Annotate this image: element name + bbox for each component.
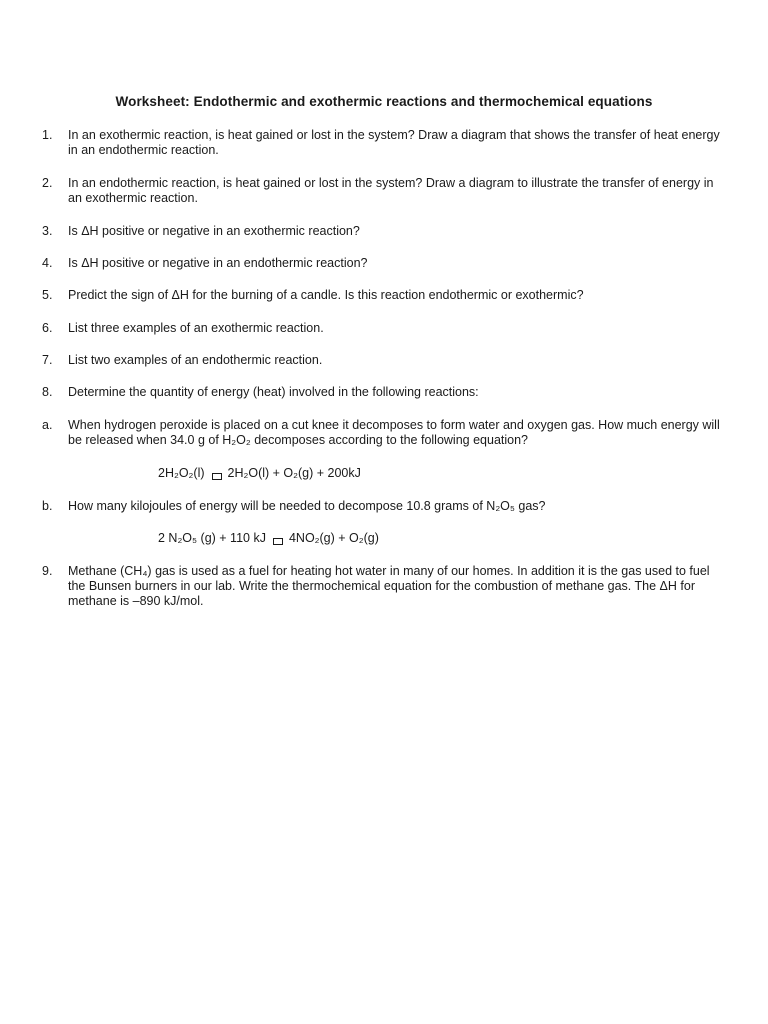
- question-6: [42, 321, 722, 336]
- question-text: Determine the quantity of energy (heat) involved in the following reactions:: [68, 385, 479, 399]
- question-3: [42, 224, 722, 239]
- part-text: How many kilojoules of energy will be needed to decompose 10.8 grams of N₂O₅ gas?: [68, 499, 546, 513]
- question-1: [42, 128, 722, 158]
- question-number: 6.: [42, 321, 53, 335]
- equation-reactants: 2H₂O₂(l): [158, 466, 205, 480]
- equation-a: [158, 466, 361, 481]
- equation-reactants: 2 N₂O₅ (g) + 110 kJ: [158, 531, 266, 545]
- question-number: 2.: [42, 176, 53, 190]
- question-4: [42, 256, 722, 271]
- question-text: Is ΔH positive or negative in an exothermic reaction?: [68, 224, 360, 238]
- question-5: [42, 288, 722, 303]
- part-text: When hydrogen peroxide is placed on a cut knee it decomposes to form water and oxygen gas. How much energy will be released when 34.0 g of H₂O₂ decomposes according to the following equation?: [68, 418, 720, 447]
- question-text: Predict the sign of ΔH for the burning of a candle. Is this reaction endothermic or exothermic?: [68, 288, 584, 302]
- question-number: 4.: [42, 256, 53, 270]
- equation-b: [158, 531, 379, 546]
- question-number: 5.: [42, 288, 53, 302]
- question-number: 7.: [42, 353, 53, 367]
- question-number: 3.: [42, 224, 53, 238]
- part-a: [42, 418, 722, 448]
- question-2: [42, 176, 722, 206]
- part-label: a.: [42, 418, 53, 432]
- question-text: In an exothermic reaction, is heat gained or lost in the system? Draw a diagram that shows the transfer of heat energy in an endothermic reaction.: [68, 128, 720, 157]
- question-number: 1.: [42, 128, 53, 142]
- equation-products: 4NO₂(g) + O₂(g): [288, 531, 379, 545]
- question-text: Is ΔH positive or negative in an endothermic reaction?: [68, 256, 368, 270]
- part-label: b.: [42, 499, 53, 513]
- reaction-arrow-icon: [273, 538, 283, 545]
- worksheet-title: Worksheet: Endothermic and exothermic reactions and thermochemical equations: [115, 94, 653, 109]
- reaction-arrow-icon: [212, 473, 222, 480]
- question-number: 9.: [42, 564, 53, 578]
- question-8: [42, 385, 722, 400]
- part-b: [42, 499, 722, 514]
- question-text: In an endothermic reaction, is heat gained or lost in the system? Draw a diagram to illustrate the transfer of energy in an exothermic reaction.: [68, 176, 714, 205]
- question-text: Methane (CH₄) gas is used as a fuel for heating hot water in many of our homes. In addition it is the gas used to fuel the Bunsen burners in our lab. Write the thermochemical equation for the combustion of methane gas. The ΔH for methane is –890 kJ/mol.: [68, 564, 710, 608]
- question-7: [42, 353, 722, 368]
- question-number: 8.: [42, 385, 53, 399]
- question-text: List three examples of an exothermic reaction.: [68, 321, 324, 335]
- question-text: List two examples of an endothermic reaction.: [68, 353, 323, 367]
- question-9: [42, 564, 722, 609]
- equation-products: 2H₂O(l) + O₂(g) + 200kJ: [227, 466, 361, 480]
